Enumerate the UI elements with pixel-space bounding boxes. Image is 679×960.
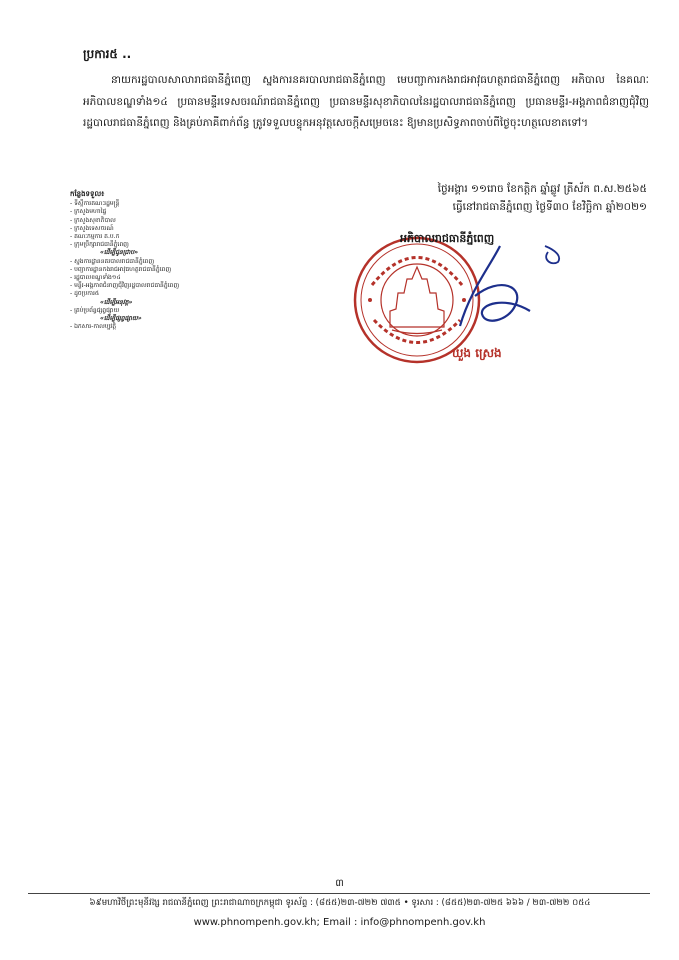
article-heading: ប្រការ៥ ..: [83, 47, 132, 61]
list-item: - គ្រប់ប្រព័ន្ធផ្សព្វផ្សាយ: [70, 306, 120, 314]
list-item: - បញ្ជាការដ្ឋានកងរាជអាវុធហត្ថរាជធានីភ្នំពេញ: [70, 265, 172, 273]
list-item: - ទីស្តីការគណៈរដ្ឋមន្ត្រី: [70, 200, 120, 208]
date-lunar: ថ្ងៃអង្គារ ១១រោច ខែកត្តិក ឆ្នាំឆ្លូវ ត្រីស័ក ព.ស.២៥៦៥: [437, 183, 647, 195]
list-item: - មន្ទីរ-អង្គភាពជំនាញជុំវិញរដ្ឋបាលរាជធានីភ្នំពេញ: [70, 282, 180, 290]
list-item: - ក្រសួងមហាផ្ទៃ: [70, 208, 107, 216]
list-item: - គណៈកម្មការ គ.ប.ក: [70, 233, 120, 241]
recipients-subheader: «ដើម្បីអនុវត្ត»: [100, 298, 133, 306]
list-item: - ក្រុមប្រឹក្សារាជធានីភ្នំពេញ: [70, 241, 129, 249]
footer-address: ៦៩មហាវិថីព្រះមុនីវង្ស រាជធានីភ្នំពេញ ព្រះរាជាណាចក្រកម្ពុជា ទូរស័ព្ទ : (៨៥៥)២៣-៧២២ ៧៣៥ • ទូរសារ : (៨៥៥)២៣-៧២៥ ៦៦៦ / ២៣-៧២២ ០៥៤: [89, 898, 591, 908]
body-paragraph-text: នាយករដ្ឋបាលសាលារាជធានីភ្នំពេញ ស្នងការនគរបាលរាជធានីភ្នំពេញ មេបញ្ជាការកងរាជអាវុធហត្ថរាជធានីភ្នំពេញ អភិបាល នៃគណៈអភិបាលខណ្ឌទាំង១៤ ប្រធានមន្ទីរទេសចរណ៍រាជធានីភ្នំពេញ ប្រធានមន្ទីរសុខាភិបាលនៃរដ្ឋបាលរាជធានីភ្នំពេញ ប្រធានមន្ទីរ-អង្គភាពជំនាញជុំវិញរដ្ឋបាលរាជធានីភ្នំពេញ និងគ្រប់ភាគីពាក់ព័ន្ធ ត្រូវទទួលបន្ទុកអនុវត្តសេចក្តីសម្រេចនេះ ឱ្យមានប្រសិទ្ធភាពចាប់ពីថ្ងៃចុះហត្ថលេខាតទៅ។: [83, 74, 649, 129]
list-item: - ឯកសារ-កាលប្បវត្តិ: [70, 323, 117, 331]
list-item: - ក្រសួងទេសចរណ៍: [70, 224, 114, 232]
date-block: [347, 180, 647, 216]
signature-icon: [430, 236, 570, 346]
footer-divider: [28, 893, 650, 894]
list-item: - ក្រសួងសុខាភិបាល: [70, 216, 116, 224]
recipients-header: កន្លែងទទួល៖: [70, 190, 105, 198]
list-item: - ដូចប្រការ៥: [70, 290, 100, 298]
body-paragraph: [83, 70, 649, 135]
page-number: ៣: [335, 878, 344, 889]
recipients-subheader: «ដើម្បីផ្សព្វផ្សាយ»: [100, 315, 142, 323]
signer-name: ឃួង ស្រេង: [452, 346, 502, 360]
list-item: - រដ្ឋបាលខណ្ឌទាំង១៤: [70, 274, 121, 282]
footer-web: www.phnompenh.gov.kh; Email : info@phnompenh.gov.kh: [193, 917, 486, 928]
signer-title: អភិបាលរាជធានីភ្នំពេញ: [400, 232, 495, 245]
list-item: - ស្នងការដ្ឋាននគរបាលរាជធានីភ្នំពេញ: [70, 257, 155, 265]
recipients-subheader: «ដើម្បីជូនជ្រាប»: [100, 249, 139, 257]
recipients-list: [70, 190, 270, 331]
date-solar: ធ្វើនៅរាជធានីភ្នំពេញ ថ្ងៃទី៣០ ខែវិច្ឆិកា ឆ្នាំ២០២១: [452, 201, 647, 213]
